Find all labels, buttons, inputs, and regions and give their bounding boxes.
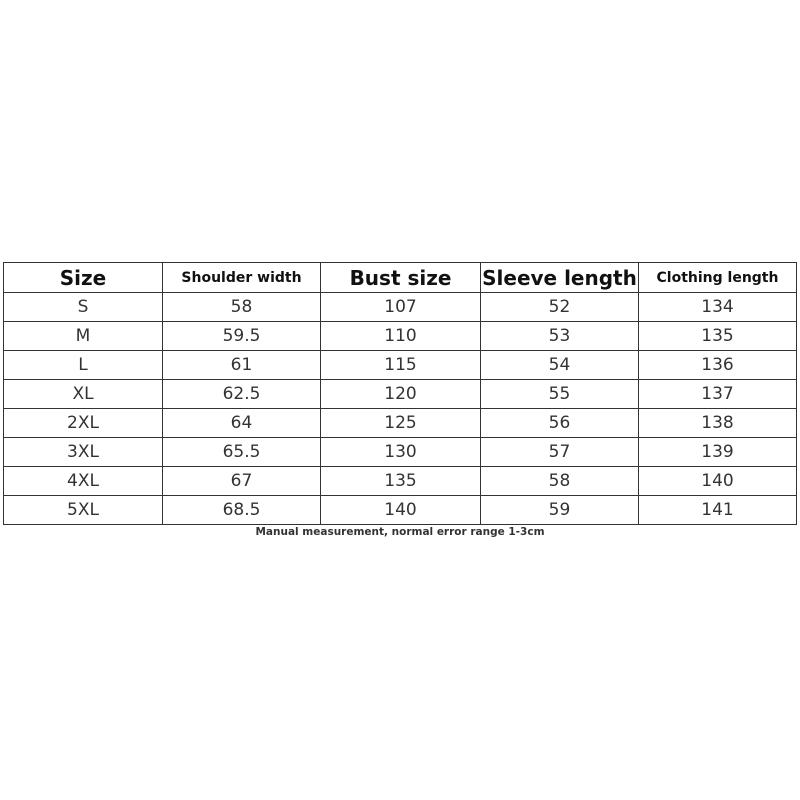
- table-row: [4, 351, 797, 380]
- table-cell: 4XL: [4, 467, 163, 496]
- table-cell: 138: [639, 409, 797, 438]
- table-cell: 55: [481, 380, 639, 409]
- table-cell: 125: [321, 409, 481, 438]
- table-cell: 120: [321, 380, 481, 409]
- table-cell: 64: [163, 409, 321, 438]
- table-cell: 130: [321, 438, 481, 467]
- header-sleeve-length: Sleeve length: [481, 263, 639, 293]
- table-cell: M: [4, 322, 163, 351]
- table-cell: 5XL: [4, 496, 163, 525]
- table-cell: 56: [481, 409, 639, 438]
- table-row: [4, 380, 797, 409]
- table-cell: 57: [481, 438, 639, 467]
- table-cell: 140: [321, 496, 481, 525]
- table-cell: 58: [163, 293, 321, 322]
- table-body: [4, 293, 797, 525]
- table-cell: 110: [321, 322, 481, 351]
- table-cell: 59.5: [163, 322, 321, 351]
- measurement-note: Manual measurement, normal error range 1-3cm: [255, 526, 545, 538]
- table-cell: 62.5: [163, 380, 321, 409]
- table-cell: 139: [639, 438, 797, 467]
- table-cell: 140: [639, 467, 797, 496]
- header-bust-size: Bust size: [321, 263, 481, 293]
- table-cell: 65.5: [163, 438, 321, 467]
- table-cell: 135: [639, 322, 797, 351]
- table-cell: 115: [321, 351, 481, 380]
- table-cell: 52: [481, 293, 639, 322]
- table-cell: 68.5: [163, 496, 321, 525]
- table-cell: 135: [321, 467, 481, 496]
- header-clothing-length: Clothing length: [639, 263, 797, 293]
- table-cell: 61: [163, 351, 321, 380]
- table-cell: S: [4, 293, 163, 322]
- table-row: [4, 409, 797, 438]
- table-cell: 137: [639, 380, 797, 409]
- table-row: [4, 496, 797, 525]
- table-cell: L: [4, 351, 163, 380]
- table-cell: 58: [481, 467, 639, 496]
- table-cell: XL: [4, 380, 163, 409]
- table-cell: 54: [481, 351, 639, 380]
- table-row: [4, 293, 797, 322]
- header-shoulder-width: Shoulder width: [163, 263, 321, 293]
- table-cell: 59: [481, 496, 639, 525]
- table-cell: 67: [163, 467, 321, 496]
- header-size: Size: [4, 263, 163, 293]
- header-row: [4, 263, 797, 293]
- table-cell: 141: [639, 496, 797, 525]
- table-cell: 53: [481, 322, 639, 351]
- table-cell: 2XL: [4, 409, 163, 438]
- table-cell: 3XL: [4, 438, 163, 467]
- table-row: [4, 438, 797, 467]
- table-cell: 134: [639, 293, 797, 322]
- size-chart-table: [3, 262, 797, 525]
- table-cell: 107: [321, 293, 481, 322]
- table-row: [4, 322, 797, 351]
- table-row: [4, 467, 797, 496]
- table-cell: 136: [639, 351, 797, 380]
